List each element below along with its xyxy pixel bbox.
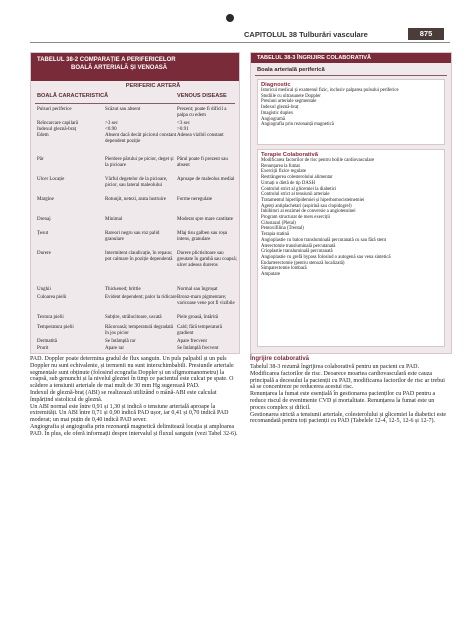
caption-line-2: BOALĂ ARTERIALĂ ȘI VENOASĂ xyxy=(71,65,168,71)
diagnostic-box xyxy=(257,79,445,145)
diagnostic-line: Angiogramă xyxy=(261,116,285,122)
section-heading: Îngrijire colaborativă xyxy=(250,356,310,362)
diagnostic-line: Istoricul medical și examenul fizic, inclusiv palparea pulsului periferice xyxy=(261,88,399,93)
paragraph: Gestionarea strictă a tensiunii arteriale, colesterolului și glicemiei la diabetici este recomandată pentru toți pacienții cu PAD (Tabelele 12-4, 12-5, 12-6 și 12-7). xyxy=(250,411,447,425)
body-text-right xyxy=(250,356,450,425)
row-arterial: Minimal xyxy=(105,217,123,222)
comparison-table xyxy=(30,52,240,354)
row-arterial: Subțire, strălucitoare, uscată xyxy=(105,315,162,320)
therapy-line: Cilostazol (Pletal) xyxy=(261,220,296,226)
row-venous: <3 sec xyxy=(177,121,190,126)
therapy-line: Controlul strict al glicemiei la diabetici xyxy=(261,186,337,192)
row-venous: Cald; fără temperatură gradient xyxy=(177,325,222,336)
row-label: Durere xyxy=(37,251,51,256)
row-label: Unghii xyxy=(37,287,51,292)
therapy-line: Controlul strict al tensiunii arteriale xyxy=(261,192,330,198)
therapy-line: Angioplastie cu balon transluminală percutanată cu sau fără stent xyxy=(261,237,386,243)
collaborative-care-table xyxy=(250,52,452,354)
col-header-1: BOALĂ CARACTERISTICĂ xyxy=(37,93,109,99)
table-caption xyxy=(31,53,239,81)
row-arterial: Pierdere părului pe picior, deget și la picioare xyxy=(105,157,174,168)
paragraph: Angiografia și angiografia prin rezonanță magnetică delimitează locația și amploarea PAD. În plus, ele oferă informații despre intervalul și fluxul sanguin (vezi Tabel 32-6). xyxy=(30,423,238,437)
paragraph: PAD. Doppler poate determina gradul de flux sanguin. Un puls palpabil și un puls Doppler nu sunt echivalente, și termenii nu sunt interschimbabili. Presiunile arteriale segmentale sunt obținute (folosind ecografia Doppler și un sfigmomanometru) la coapsă, sub genunchi și la nivelul gleznei în timp ce pacientul este culcat pe spate. O scădere a tensiunii arteriale de mai mult de 30 mm Hg sugerează PAD. xyxy=(30,356,234,390)
row-venous: Normal sau îngroșat xyxy=(177,287,218,292)
row-arterial: Răcoroasă; temperatură degradată în jos picior xyxy=(105,325,174,336)
therapy-box xyxy=(257,149,445,347)
bullet-dot xyxy=(226,14,234,22)
therapy-line: Amputare xyxy=(261,272,281,278)
row-label: Edem xyxy=(37,133,49,138)
row-arterial: Apare rar xyxy=(105,346,125,351)
table-subheading: Boala arterială periferică xyxy=(257,67,325,73)
col-header-2: PERIFERIC ARTERĂ xyxy=(125,83,181,89)
therapy-line: Urmați o dietă de tip DASH xyxy=(261,180,315,186)
row-arterial: Rotunjit, netezi, arata lustruire xyxy=(105,197,166,202)
header-divider xyxy=(35,103,235,104)
therapy-line: Crioplastie transluminală percutanată xyxy=(261,249,333,255)
row-label: Culoarea pielii xyxy=(37,295,67,300)
col-header-3: VENOUS DISEASE xyxy=(177,93,227,99)
header-rule xyxy=(30,42,450,43)
row-arterial: Intermitent claudicație, în repaus; pot calmare în poziție dependentă xyxy=(105,251,173,262)
row-label: Ulcer Locație xyxy=(37,177,65,182)
row-label: Margine xyxy=(37,197,54,202)
row-label: Textura pielii xyxy=(37,315,64,320)
row-arterial: Thickened; brittle xyxy=(105,287,141,292)
paragraph: Tabelul 38-3 rezumă îngrijirea colaborativă pentru un pacient cu PAD. xyxy=(250,364,419,370)
chapter-title: CAPITOLUL 38 Tulburări vasculare xyxy=(244,30,368,39)
row-arterial: Evident dependent; palor la ridicare xyxy=(105,295,177,300)
therapy-line: Simpatectomie lombară xyxy=(261,266,307,272)
row-venous: Părul poate fi prezent sau absent xyxy=(177,157,228,168)
row-venous: Prezent; poate fi dificil a palpa cu edem xyxy=(177,107,227,118)
row-venous: Mlaj tisu galben sau roșu intens, granulare xyxy=(177,231,228,242)
row-label: Păr xyxy=(37,157,44,162)
therapy-line: Agenți antiplachetari (aspirină sau clopidogrel) xyxy=(261,203,352,209)
diagnostic-line: Angiografia prin rezonanță magnetică xyxy=(261,122,334,128)
paragraph: Modificarea factorilor de risc. Deoarece moartea cardiovasculară este cauza principală a decesului la pacienții cu PAD, modificarea factorilor de risc ar trebui să se concentreze pe reducerea acestui risc. xyxy=(250,370,445,391)
therapy-line: Renunțarea la fumat xyxy=(261,163,300,169)
row-label: Temperatura pielii xyxy=(37,325,74,330)
row-arterial: Absent dacă decât piciorul constant dependent poziție xyxy=(105,133,177,144)
row-arterial: Se întâmplă rar xyxy=(105,339,136,344)
diagnostic-title: Diagnostic xyxy=(261,82,291,88)
therapy-line: Endarterectomie (pentru stenoză localizată) xyxy=(261,260,345,266)
row-arterial: Scăzut sau absent xyxy=(105,107,141,112)
table-header-row xyxy=(31,83,239,103)
body-text-left xyxy=(30,356,240,438)
therapy-line: Tratamentul hiperlipidemiei și hiperhomocisteinemiei xyxy=(261,197,365,203)
therapy-line: Angioplastie cu grefă bypass folosind o autogenă sau vena sintetică xyxy=(261,254,391,260)
row-label: Pulsuri periferice xyxy=(37,107,72,112)
row-arterial: Rareori negru sau roz palid granulare xyxy=(105,231,160,242)
row-label: Țesut xyxy=(37,231,49,236)
therapy-line: Inhibitori ai enzimei de conversie a angiotensinei xyxy=(261,209,356,215)
page-header xyxy=(0,0,474,38)
therapy-line: Aterectomie transluminală percutanată xyxy=(261,243,336,249)
therapy-line: Restrângerea colesterolului alimentar xyxy=(261,175,333,181)
row-arterial: >3 sec xyxy=(105,121,118,126)
row-venous: Aproape de maleolus medial xyxy=(177,177,235,182)
row-venous: Moderat spre mare cantitate xyxy=(177,217,233,222)
subheading-divider xyxy=(255,75,447,76)
row-arterial: Vârful degetelor de la picioare, picior, sau lateral maleolului xyxy=(105,177,168,188)
therapy-line: Modificarea factorilor de risc pentru bolile cardiovasculare xyxy=(261,158,375,163)
diagnostic-line: Indexul gleznă-braț xyxy=(261,105,299,111)
paragraph: Renunțarea la fumat este esențială în gestionarea pacienților cu PAD pentru a reduce riscul de evenimente CVD și mortalitate. Renunțarea la fumat este un proces complex și dificil. xyxy=(250,391,436,411)
row-label: Indexul gleznă-braț xyxy=(37,127,77,132)
therapy-line: Exerciții fizice regulate xyxy=(261,169,307,175)
therapy-line: Terapia statină xyxy=(261,232,290,238)
caption-line-1: TABELUL 38-2 COMPARAȚIE A PERIFERICELOR xyxy=(37,57,176,63)
row-label: Prurit xyxy=(37,346,49,351)
row-venous: Piele groasă, întărită xyxy=(177,315,218,320)
table-caption: TABELUL 38-3 ÎNGRIJIRE COLABORATIVĂ xyxy=(251,53,451,63)
page-number: 875 xyxy=(408,28,444,40)
diagnostic-line: Presiuni arteriale segmentale xyxy=(261,99,317,105)
therapy-line: Program structurat de mers exerciții xyxy=(261,215,330,221)
row-venous: >0.91 xyxy=(177,127,189,132)
paragraph: Indexul de gleznă-braț (ABI) se realizează utilizând o mână-ABI este calculat împărțind sistolicul de gleznă. xyxy=(30,389,217,403)
row-venous: Se întâmplă frecvent xyxy=(177,346,219,351)
row-venous: Apare frecvent xyxy=(177,339,207,344)
row-label: Drenaj xyxy=(37,217,51,222)
row-venous: Durere plictisitoare sau greutate în gambă sau coapsă; ulcer adesea dureros xyxy=(177,251,237,268)
row-venous: Bronz-maro pigmentare; varicoase vene pot fi vizibile xyxy=(177,295,235,306)
row-label: Reîncarcare capilară xyxy=(37,121,78,126)
therapy-title: Terapie Colaborativă xyxy=(261,152,318,158)
therapy-line: Pentoxifilina (Trental) xyxy=(261,226,304,232)
row-label: Dermatită xyxy=(37,339,57,344)
diagnostic-line: Studiile cu ultrasunete Doppler xyxy=(261,93,321,99)
row-venous: Adesea vizibil constant xyxy=(177,133,224,138)
row-arterial: <0.90 xyxy=(105,127,117,132)
diagnostic-line: Imagistic duplex xyxy=(261,110,294,116)
row-venous: Forme neregulate xyxy=(177,197,213,202)
paragraph: Un ABI normal este între 0,91 și 1,30 și indică o tensiune arterială aproape la extremități. Un ABI între 0,71 și 0,90 indică PAD ușor, iar 0,41 și 0,70 indică PAD moderat; un mai puțin de 0,40 indică PAD sever. xyxy=(30,403,229,424)
